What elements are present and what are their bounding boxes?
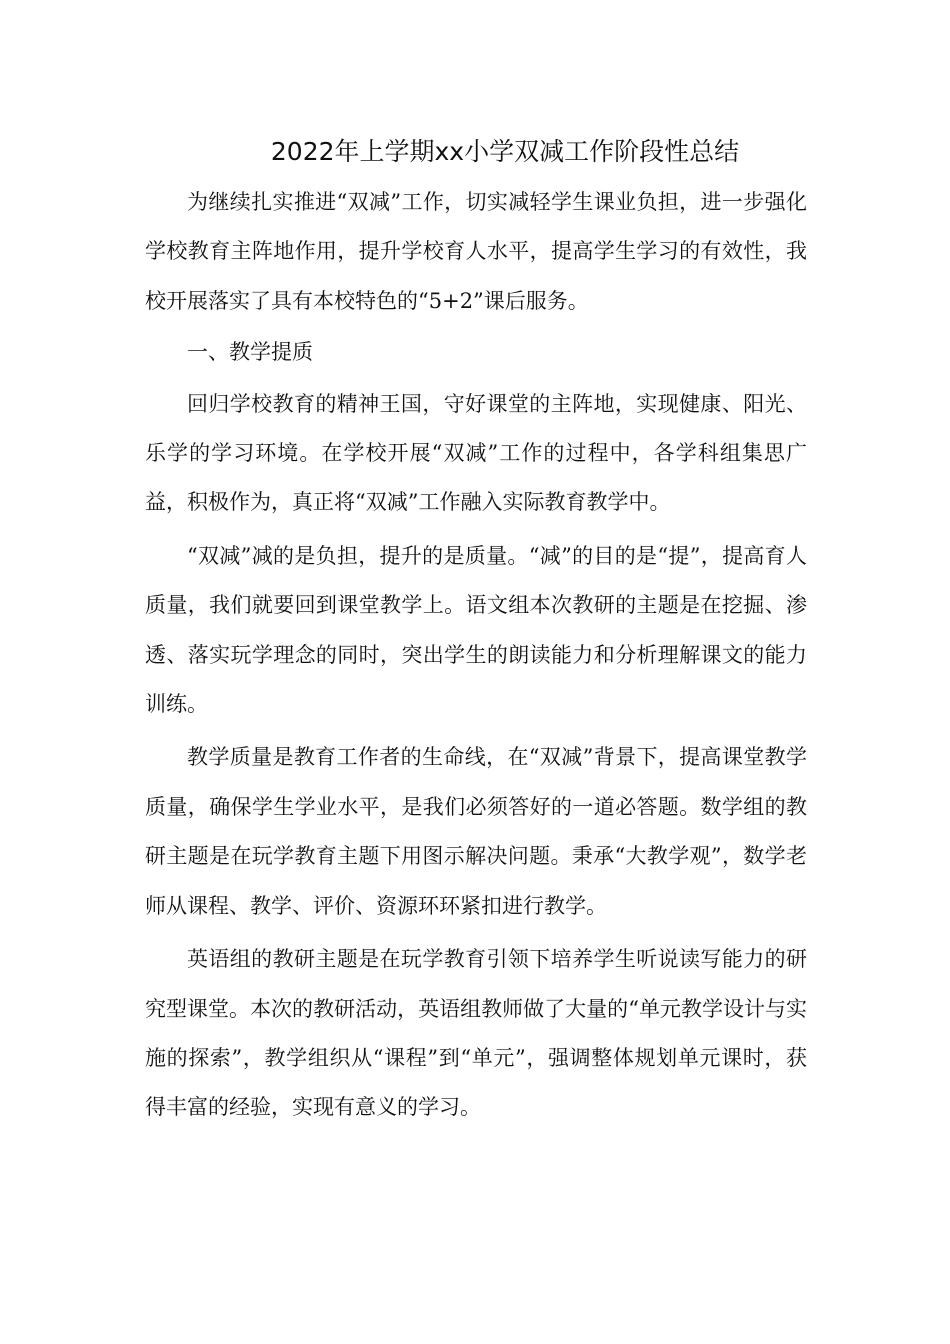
- paragraph-return-to-school: 回归学校教育的精神王国，守好课堂的主阵地，实现健康、阳光、乐学的学习环境。在学校开展“双减”工作的过程中，各学科组集思广益，积极作为，真正将“双减”工作融入实际教育教学中。: [145, 391, 807, 515]
- document-body: [145, 178, 807, 1133]
- section-heading-teaching-quality: 一、教学提质: [187, 340, 313, 365]
- paragraph-chinese-group: “双减”减的是负担，提升的是质量。“减”的目的是“提”，提高育人质量，我们就要回到课堂教学上。语文组本次教研的主题是在挖掘、渗透、落实玩学理念的同时，突出学生的朗读能力和分析理解课文的能力训练。: [145, 543, 807, 717]
- document-title: 2022年上学期xx小学双减工作阶段性总结: [270, 137, 740, 166]
- paragraph-intro: 为继续扎实推进“双减”工作，切实减轻学生课业负担，进一步强化学校教育主阵地作用，提升学校育人水平，提高学生学习的有效性，我校开展落实了具有本校特色的“5+2”课后服务。: [145, 190, 807, 313]
- paragraph-english-group: 英语组的教研主题是在玩学教育引领下培养学生听说读写能力的研究型课堂。本次的教研活动，英语组教师做了大量的“单元教学设计与实施的探索”，教学组织从“课程”到“单元”，强调整体规划单元课时，获得丰富的经验，实现有意义的学习。: [145, 947, 807, 1120]
- paragraph-math-group: 教学质量是教育工作者的生命线，在“双减”背景下，提高课堂教学质量，确保学生学业水平，是我们必须答好的一道必答题。数学组的教研主题是在玩学教育主题下用图示解决问题。秉承“大教学观”，数学老师从课程、教学、评价、资源环环紧扣进行教学。: [145, 745, 807, 918]
